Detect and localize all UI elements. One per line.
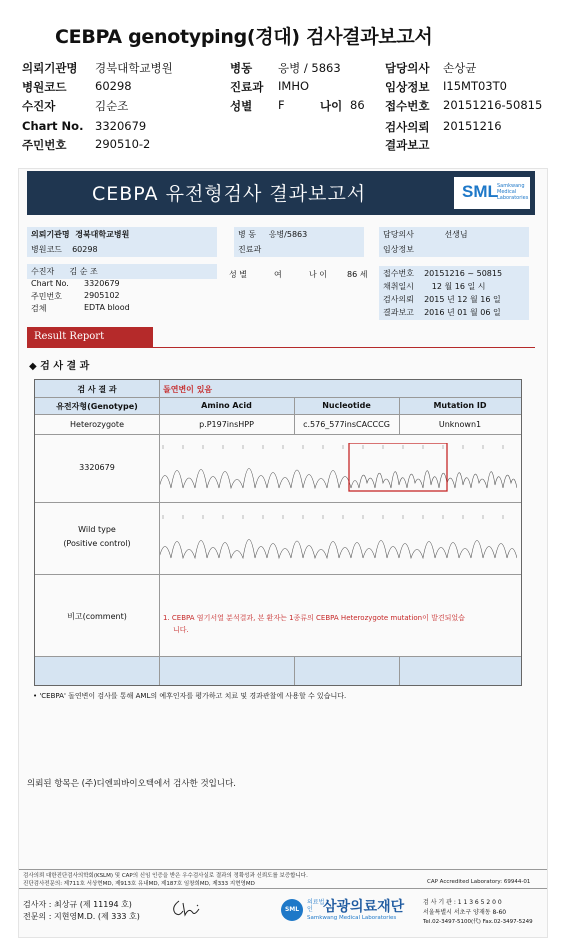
outsourced-note: 의뢰된 항목은 (주)디엔피바이오텍에서 검사한 것입니다. <box>27 779 236 789</box>
info-label: 채취일시 12 월 16 일 시 <box>379 279 529 294</box>
result-table <box>34 379 522 686</box>
foundation-prefix: 의료법인 <box>307 899 325 913</box>
header-label: 병동 <box>230 61 253 75</box>
table-row <box>35 657 521 685</box>
header-label: 나이 <box>320 99 343 113</box>
result-report-tab: Result Report <box>27 327 153 347</box>
info-label: 의뢰기관명 경북대학교병원 <box>27 227 217 242</box>
footer-text: 진단검사전문의: 제711호 서상현MD, 제913호 유내MD, 제187호 임창희MD, 제333 지현영MD <box>23 881 255 887</box>
header-value: 경북대학교병원 <box>95 61 173 75</box>
divider <box>159 380 160 685</box>
header-label: 성별 <box>230 99 253 113</box>
table-row <box>35 503 521 575</box>
header-label: 임상정보 <box>385 80 430 94</box>
divider <box>27 347 535 348</box>
header-value: I15MT03T0 <box>443 79 507 93</box>
table-row <box>35 380 521 398</box>
contact-line: 검 사 기 관 : 1 1 3 6 5 2 0 0 <box>423 899 502 906</box>
table-cell: c.576_577insCACCCG <box>303 420 390 429</box>
comment-text: 1. CEBPA 염기서열 분석결과, 본 환자는 1종류의 CEBPA Heterozygote mutation이 발견되었습 <box>163 614 465 622</box>
comment-label: 비고(comment) <box>67 612 127 621</box>
sml-small-logo: SML <box>281 899 303 921</box>
column-header: Amino Acid <box>159 401 294 410</box>
comment-text: 니다. <box>173 626 189 634</box>
header-value: 60298 <box>95 79 132 93</box>
info-label: 병 동 응병/5863 <box>234 227 364 242</box>
table-row <box>35 575 521 657</box>
info-label: 검사의뢰 2015 년 12 월 16 일 <box>379 292 529 307</box>
sample-chromatogram <box>159 443 517 493</box>
info-label: 검체 <box>31 304 47 313</box>
table-cell: Heterozygote <box>70 420 124 429</box>
sml-logo: SML <box>462 182 498 201</box>
header-label: 결과보고 <box>385 138 430 152</box>
header-value: 86 <box>350 98 365 112</box>
footnote: • 'CEBPA' 돌연변이 검사를 통해 AML의 예후인자를 평가하고 치료 및 경과관찰에 사용할 수 있습니다. <box>33 692 347 700</box>
header-value: 손상균 <box>443 61 477 75</box>
column-header: 유전자형(Genotype) <box>35 401 159 412</box>
divider <box>294 657 295 685</box>
column-header: Mutation ID <box>399 401 521 410</box>
wildtype-chromatogram <box>159 513 517 563</box>
info-value: 86 세 <box>347 270 368 279</box>
wildtype-sublabel: (Positive control) <box>63 539 131 548</box>
info-label: 병원코드 60298 <box>27 242 217 257</box>
header-label: 병원코드 <box>22 80 67 94</box>
header-value: 김순조 <box>95 99 129 113</box>
info-value: 여 <box>274 270 282 279</box>
info-value: 2905102 <box>84 291 120 300</box>
header-value: 290510-2 <box>95 137 151 151</box>
specialist: 전문의 : 지현영M.D. (제 333 호) <box>23 912 140 921</box>
divider <box>294 398 295 435</box>
header-value: F <box>278 98 285 112</box>
result-label: 검 사 결 과 <box>77 385 117 394</box>
contact-line: 서울특별시 서초구 양재동 8-60 <box>423 909 507 916</box>
wildtype-label: Wild type <box>78 525 116 534</box>
header-label: 접수번호 <box>385 99 430 113</box>
report-banner <box>27 171 535 215</box>
info-value: EDTA blood <box>84 303 130 312</box>
info-label: 담당의사 선생님 <box>379 227 529 242</box>
header-label: 의뢰기관명 <box>22 61 78 75</box>
footer-text: 검사의뢰 대한진단검사의학회(KSLM) 및 CAP의 신임 인증을 받은 우수검사실로 결과의 정확성과 신뢰도를 보증합니다. <box>23 873 308 879</box>
mutation-highlight-box <box>349 443 447 491</box>
contact-line: Tel.02-3497-5100(代) Fax.02-3497-5249 <box>423 919 533 925</box>
header-value: 3320679 <box>95 119 147 133</box>
header-label: 주민번호 <box>22 138 67 152</box>
page-title: CEBPA genotyping(경대) 검사결과보고서 <box>55 26 433 48</box>
banner-title: CEBPA 유전형검사 결과보고서 <box>92 183 367 205</box>
header-value: 20151216 <box>443 119 502 133</box>
header-label: 진료과 <box>230 80 264 94</box>
section-title: ◆ 검 사 결 과 <box>29 361 90 372</box>
info-label: 임상정보 <box>379 242 529 257</box>
table-row <box>35 415 521 435</box>
header-label: Chart No. <box>22 119 84 133</box>
cap-text: CAP Accredited Laboratory: 69944-01 <box>427 879 531 885</box>
scanned-report <box>18 168 548 938</box>
header-value: 응병 / 5863 <box>278 61 341 75</box>
header-value: IMHO <box>278 79 310 93</box>
header-label: 담당의사 <box>385 61 430 75</box>
header-label: 검사의뢰 <box>385 120 430 134</box>
divider <box>399 398 400 435</box>
foundation-name: 삼광의료재단 <box>323 899 405 915</box>
header-value: 20151216-50815 <box>443 98 543 112</box>
info-label: 접수번호 20151216 ~ 50815 <box>379 266 529 281</box>
table-row <box>35 435 521 503</box>
signature <box>169 897 205 919</box>
header-label: 수진자 <box>22 99 56 113</box>
info-label: 수진자 김 순 조 <box>27 264 217 279</box>
info-label: Chart No. <box>31 279 69 288</box>
result-value: 돌연변이 있음 <box>163 385 213 394</box>
divider <box>19 869 547 870</box>
column-header: Nucleotide <box>294 401 399 410</box>
table-cell: p.P197insHPP <box>199 420 254 429</box>
examiner: 검사자 : 최상규 (제 11194 호) <box>23 900 132 909</box>
info-label: 나 이 <box>309 270 327 279</box>
info-value: 3320679 <box>84 279 120 288</box>
info-label: 주민번호 <box>31 292 62 301</box>
sample-label: 3320679 <box>79 463 115 472</box>
foundation-subtitle: Samkwang Medical Laboratories <box>307 915 397 921</box>
info-label: 결과보고 2016 년 01 월 06 일 <box>379 305 529 320</box>
table-header-row <box>35 398 521 415</box>
divider <box>399 657 400 685</box>
sml-logo-subtitle: Samkwang Medical Laboratories <box>497 183 529 201</box>
divider <box>19 888 547 889</box>
table-cell: Unknown1 <box>438 420 482 429</box>
info-label: 진료과 <box>234 242 364 257</box>
info-label: 성 별 <box>229 270 247 279</box>
